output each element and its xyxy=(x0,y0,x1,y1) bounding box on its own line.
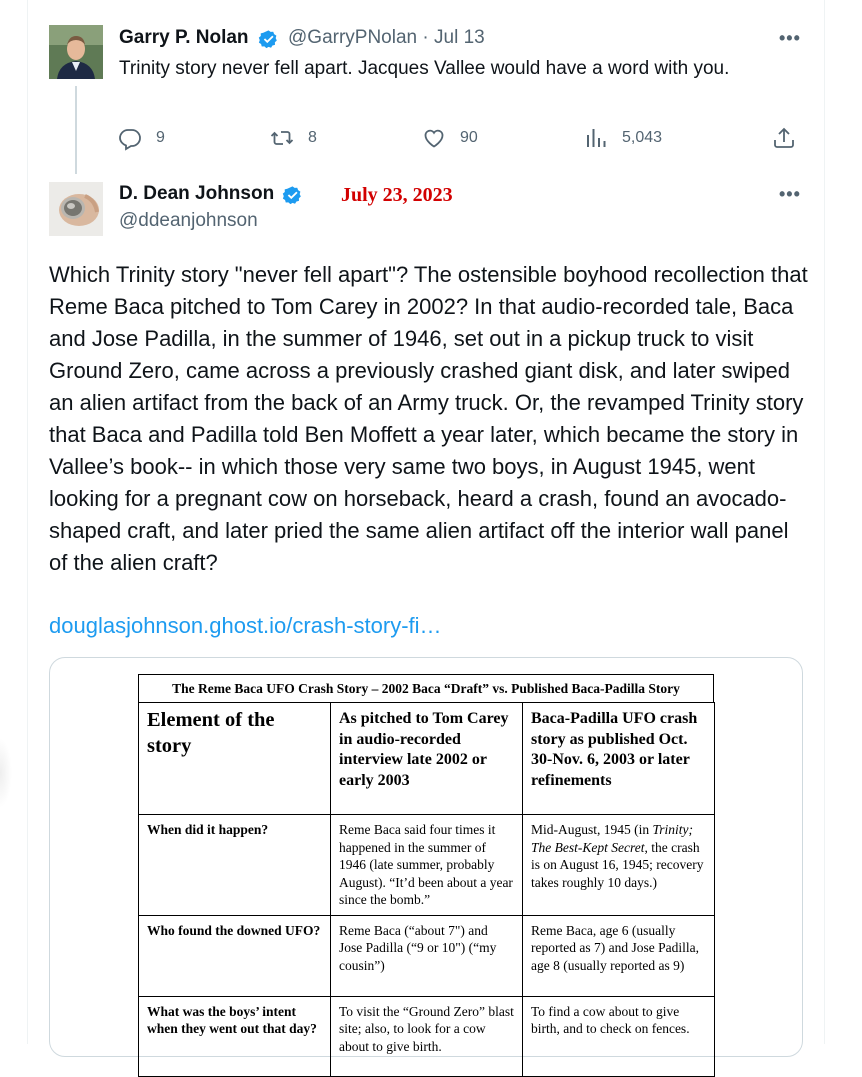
views-button[interactable] xyxy=(584,124,662,152)
document-image xyxy=(138,674,714,1077)
share-button[interactable] xyxy=(772,124,796,152)
repost-button[interactable] xyxy=(270,124,317,152)
table-row xyxy=(139,996,715,1076)
tweet-text: Trinity story never fell apart. Jacques Vallee would have a word with you. xyxy=(119,58,730,79)
timeline-border-left xyxy=(27,0,28,1044)
media-card[interactable] xyxy=(49,657,803,1057)
table-header-cell: Element of the story xyxy=(139,703,331,815)
view-count: 5,043 xyxy=(622,129,663,146)
table-cell: To find a cow about to give birth, and to check on fences. xyxy=(523,996,715,1076)
more-options-icon[interactable]: ••• xyxy=(779,28,801,48)
verified-badge-icon[interactable] xyxy=(282,185,303,206)
reply-count: 9 xyxy=(156,129,165,146)
table-header-cell: As pitched to Tom Carey in audio-recorded interview late 2002 or early 2003 xyxy=(331,703,523,815)
table-cell: Reme Baca said four times it happened in the summer of 1946 (late summer, probably August). “It’d been about a year since the bomb.” xyxy=(331,815,523,916)
author-name[interactable]: D. Dean Johnson xyxy=(119,183,275,204)
repost-icon xyxy=(270,126,294,150)
like-count: 90 xyxy=(460,129,478,146)
thread-connector-line xyxy=(75,86,77,174)
tweet-date[interactable]: Jul 13 xyxy=(434,27,485,48)
page-edge-shadow xyxy=(0,738,12,808)
row-label: When did it happen? xyxy=(139,815,331,916)
reply-button[interactable] xyxy=(118,124,165,152)
heart-icon xyxy=(422,126,446,150)
repost-count: 8 xyxy=(308,129,317,146)
tweet-actions-bar xyxy=(118,124,798,152)
author-handle[interactable] xyxy=(288,27,485,49)
row-label: Who found the downed UFO? xyxy=(139,915,331,996)
author-handle[interactable]: @ddeanjohnson xyxy=(119,210,258,231)
table-row xyxy=(139,815,715,916)
share-icon xyxy=(772,126,796,150)
analytics-icon xyxy=(584,126,608,150)
comparison-table xyxy=(138,702,715,1077)
table-cell xyxy=(523,815,715,916)
more-options-icon[interactable]: ••• xyxy=(779,184,801,204)
timeline-border-right xyxy=(824,0,825,1044)
tweet-text: Which Trinity story "never fell apart"? The ostensible boyhood recollection that Reme Baca pitched to Tom Carey in 2002? In that audio-recorded tale, Baca and Jose Padilla, in the summer of 1946, set out in a pickup truck to visit Ground Zero, came across a previously crashed giant disk, and later swiped an alien artifact from the back of an Army truck. Or, the revamped Trinity story that Baca and Padilla told Ben Moffett a year later, which became the story in Vallee’s book-- in which those very same two boys, in August 1945, went looking for a pregnant cow on horseback, heard a crash, found an avocado-shaped craft, and later pried the same alien artifact off the interior wall panel of the alien craft? xyxy=(49,262,808,575)
handle-text[interactable]: @GarryPNolan xyxy=(288,27,418,48)
row-label: What was the boys’ intent when they went out that day? xyxy=(139,996,331,1076)
table-row xyxy=(139,915,715,996)
article-link[interactable]: douglasjohnson.ghost.io/crash-story-fi… xyxy=(49,613,442,638)
table-header-row xyxy=(139,703,715,815)
table-cell: Reme Baca (“about 7") and Jose Padilla (“9 or 10") (“my cousin”) xyxy=(331,915,523,996)
document-title: The Reme Baca UFO Crash Story – 2002 Baca “Draft” vs. Published Baca-Padilla Story xyxy=(138,674,714,702)
table-cell: To visit the “Ground Zero” blast site; also, to look for a cow about to give birth. xyxy=(331,996,523,1076)
author-name[interactable]: Garry P. Nolan xyxy=(119,27,249,48)
cell-text: , the crash is on August 16, 1945; recovery takes roughly 10 days.) xyxy=(531,839,704,890)
book-title: Trinity; The Best-Kept Secret xyxy=(531,822,694,855)
verified-badge-icon[interactable] xyxy=(258,29,279,50)
table-header-cell: Baca-Padilla UFO crash story as published Oct. 30-Nov. 6, 2003 or later refinements xyxy=(523,703,715,815)
avatar-dean-johnson[interactable] xyxy=(49,182,103,236)
avatar-garry-nolan[interactable] xyxy=(49,25,103,79)
date-stamp-annotation: July 23, 2023 xyxy=(341,184,453,206)
separator-dot: · xyxy=(422,27,429,48)
like-button[interactable] xyxy=(422,124,478,152)
table-cell: Reme Baca, age 6 (usually reported as 7) and Jose Padilla, age 8 (usually reported as 9) xyxy=(523,915,715,996)
cell-text: Mid-August, 1945 (in xyxy=(531,822,653,837)
reply-icon xyxy=(118,126,142,150)
